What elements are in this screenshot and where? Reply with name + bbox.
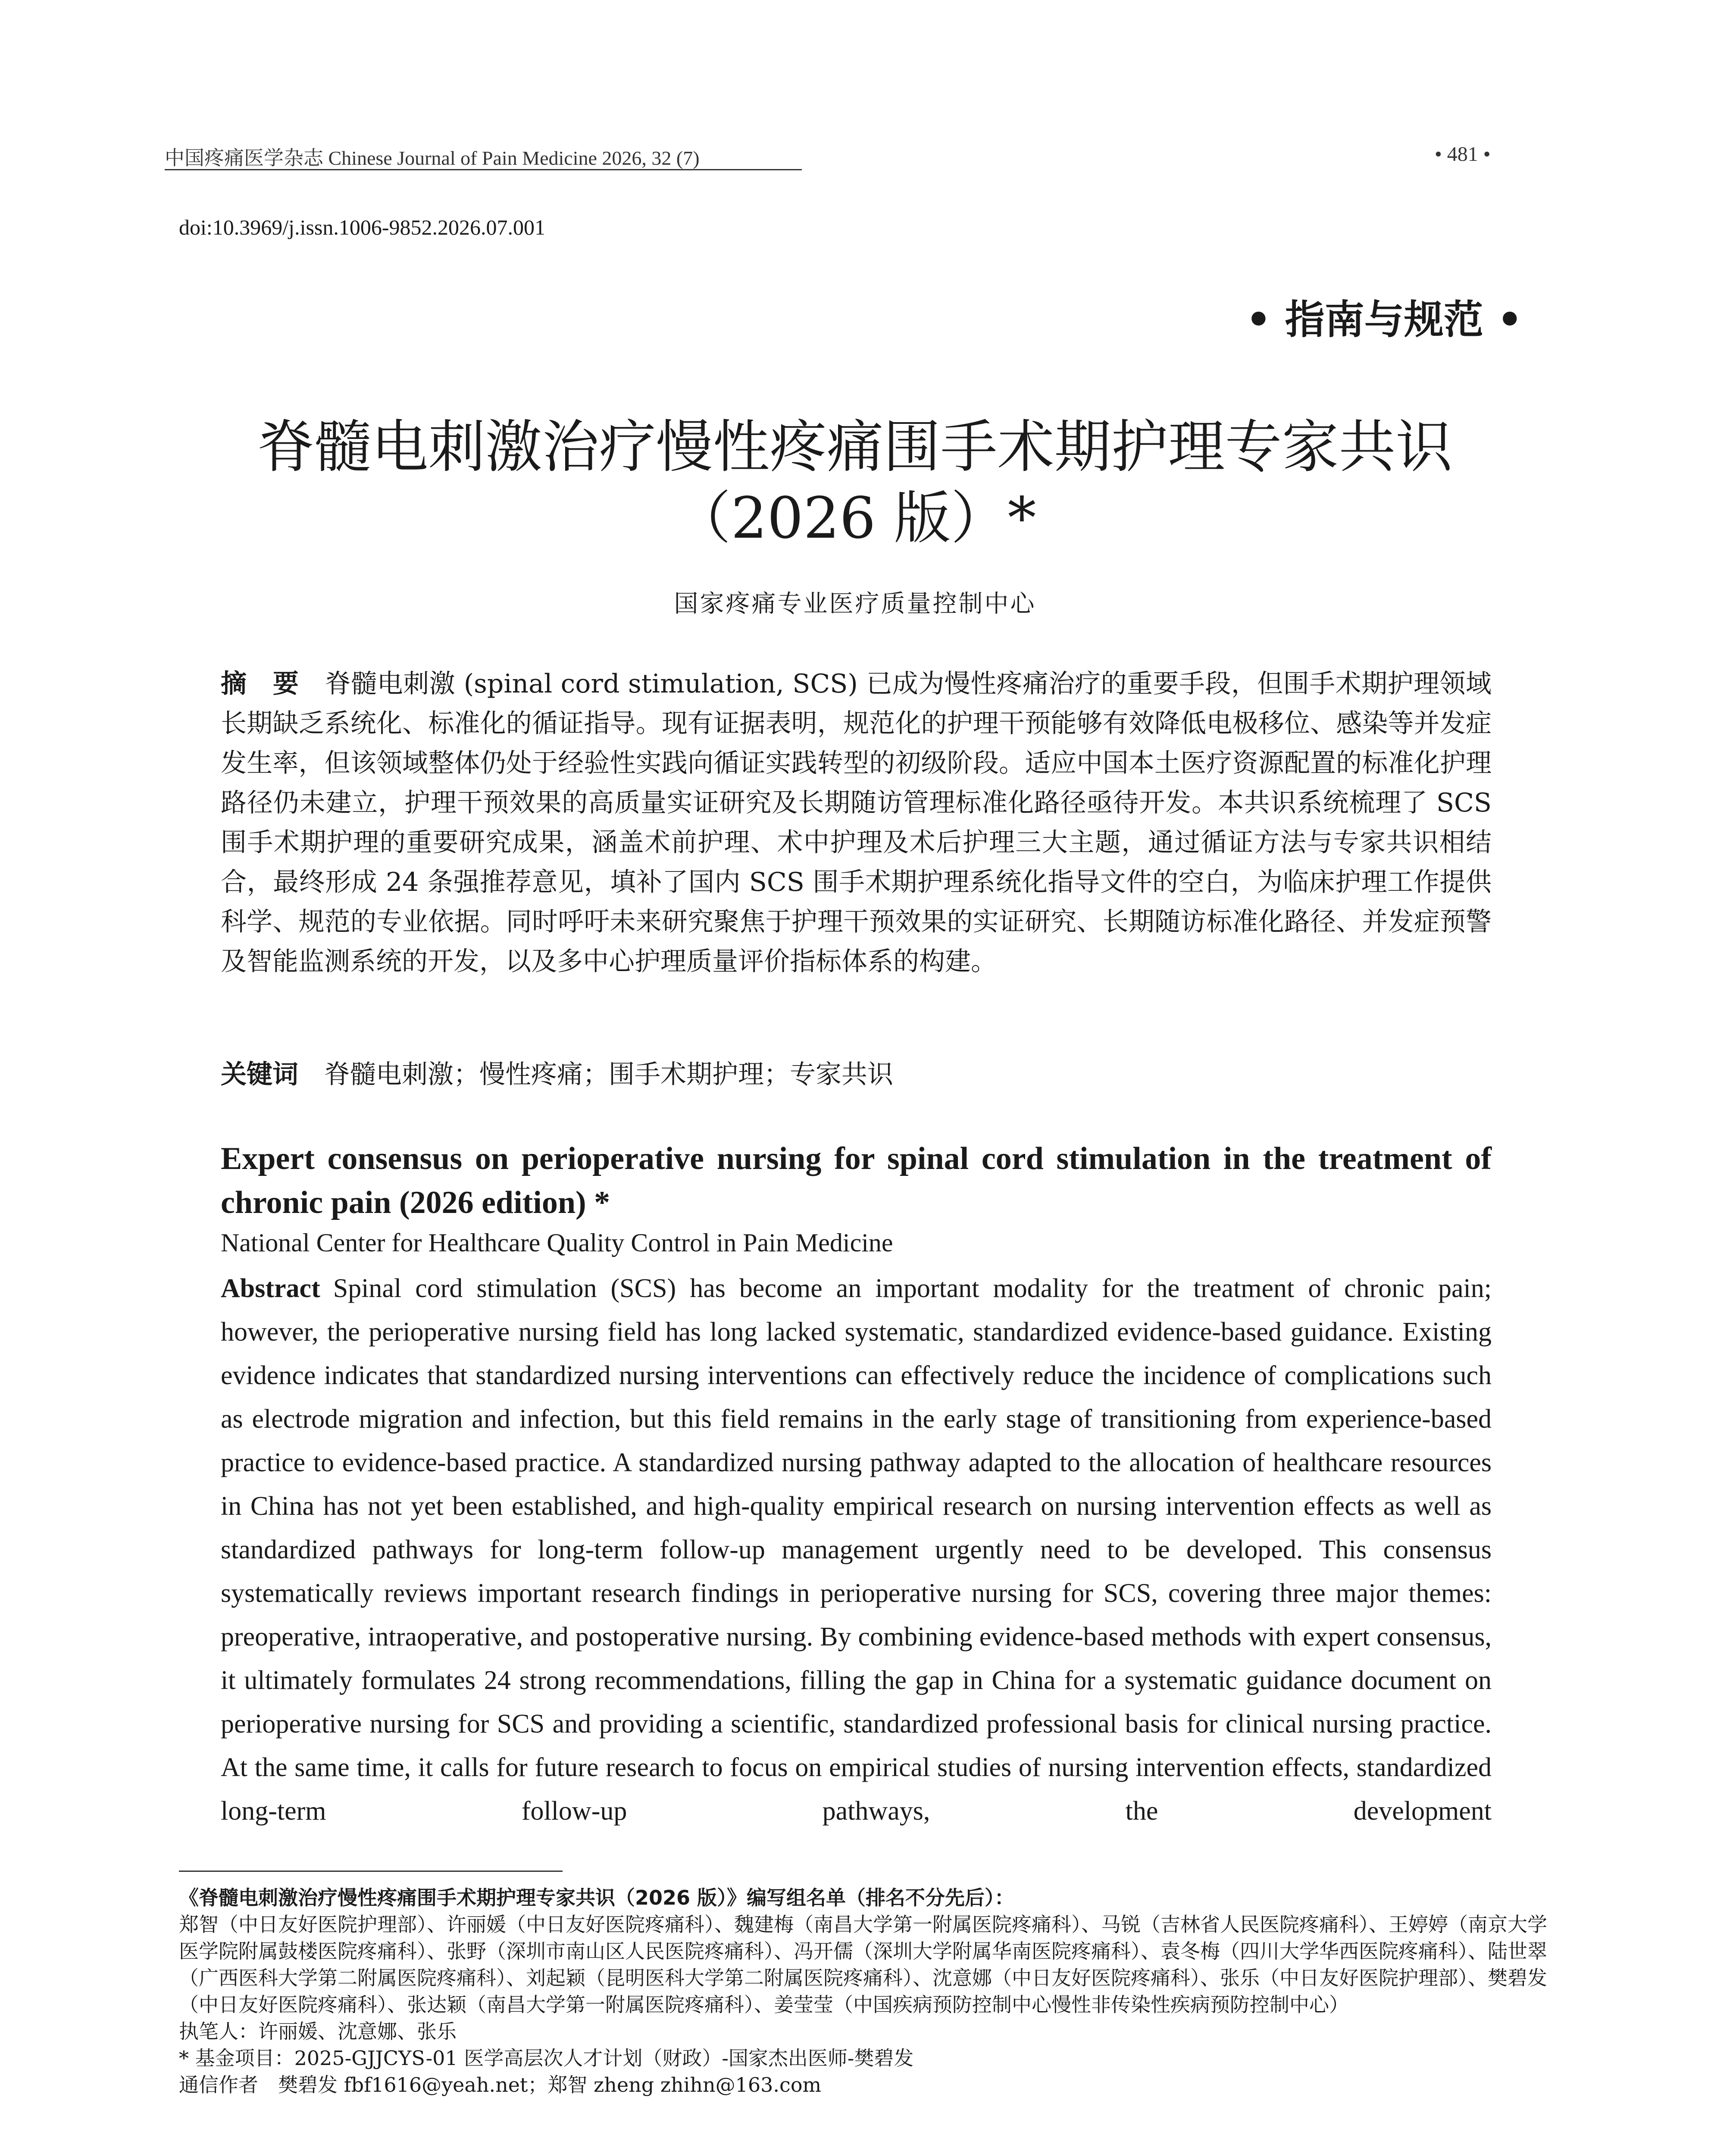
committee-members: 郑智（中日友好医院护理部）、许丽媛（中日友好医院疼痛科）、魏建梅（南昌大学第一附属医院疼痛科）、马锐（吉林省人民医院疼痛科）、王婷婷（南京大学医学院附属鼓楼医院疼痛科）、张野（深圳市南山区人民医院疼痛科）、冯开儒（深圳大学附属华南医院疼痛科）、袁冬梅（四川大学华西医院疼痛科）、陆世翠（广西医科大学第二附属医院疼痛科）、刘起颖（昆明医科大学第二附属医院疼痛科）、沈意娜（中日友好医院疼痛科）、张乐（中日友好医院护理部）、樊碧发（中日友好医院疼痛科）、张达颖（南昌大学第一附属医院疼痛科）、姜莹莹（中国疾病预防控制中心慢性非传染性疾病预防控制中心） <box>179 1913 1547 2016</box>
article-title-en: Expert consensus on perioperative nursing for spinal cord stimulation in the treatment of chronic pain (2026 edition) * <box>221 1141 1492 1220</box>
keywords-cn <box>221 1055 1492 1094</box>
abstract-en-label: Abstract <box>221 1274 320 1303</box>
footnotes <box>179 1884 1550 2098</box>
fund-note: * 基金项目：2025-GJJCYS-01 医学高层次人才计划（财政）-国家杰出医师-樊碧发 <box>179 2046 914 2070</box>
article-title-cn <box>165 412 1545 554</box>
keywords-cn-label: 关键词 <box>221 1059 298 1090</box>
author-organization-cn: 国家疼痛专业医疗质量控制中心 <box>674 590 1036 618</box>
abstract-cn-text: 脊髓电刺激 (spinal cord stimulation, SCS) 已成为慢性疼痛治疗的重要手段，但围手术期护理领域长期缺乏系统化、标准化的循证指导。现有证据表明，规范化的护理干预能够有效降低电极移位、感染等并发症发生率，但该领域整体仍处于经验性实践向循证实践转型的初级阶段。适应中国本土医疗资源配置的标准化护理路径仍未建立，护理干预效果的高质量实证研究及长期随访管理标准化路径亟待开发。本共识系统梳理了 SCS 围手术期护理的重要研究成果，涵盖术前护理、术中护理及术后护理三大主题，通过循证方法与专家共识相结合，最终形成 24 条强推荐意见，填补了国内 SCS 围手术期护理系统化指导文件的空白，为临床护理工作提供科学、规范的专业依据。同时呼吁未来研究聚焦于护理干预效果的实证研究、长期随访标准化路径、并发症预警及智能监测系统的开发，以及多中心护理质量评价指标体系的构建。 <box>221 669 1492 977</box>
abstract-en-text: Spinal cord stimulation (SCS) has become an important modality for the treatment of chronic pain; however, the perioperative nursing field has long lacked systematic, standardized evidence-based guidance. Existing evidence indicates that standardized nursing interventions can effectively reduce the incidence of complications such as electrode migration and infection, but this field remains in the early stage of transitioning from experience-based practice to evidence-based practice. A standardized nursing pathway adapted to the allocation of healthcare resources in China has not yet been established, and high-quality empirical research on nursing intervention effects as well as standardized pathways for long-term follow-up management urgently need to be developed. This consensus systematically reviews important research findings in perioperative nursing for SCS, covering three major themes: preoperative, intraoperative, and postoperative nursing. By combining evidence-based methods with expert consensus, it ultimately formulates 24 strong recommendations, filling the gap in China for a systematic guidance document on perioperative nursing for SCS and providing a scientific, standardized professional basis for clinical nursing practice. At the same time, it calls for future research to focus on empirical studies of nursing intervention effects, standardized long-term follow-up pathways, the development <box>221 1274 1492 1826</box>
abstract-en <box>221 1267 1492 1833</box>
author-organization-en: National Center for Healthcare Quality Control in Pain Medicine <box>221 1228 893 1257</box>
doi-link[interactable]: doi:10.3969/j.issn.1006-9852.2026.07.001 <box>179 215 546 239</box>
footnote-rule <box>179 1871 563 1872</box>
abstract-cn <box>221 664 1492 981</box>
keywords-cn-text: 脊髓电刺激；慢性疼痛；围手术期护理；专家共识 <box>324 1059 893 1090</box>
title-cn-line2: （2026 版）* <box>674 485 1036 552</box>
abstract-cn-label: 摘 要 <box>221 669 299 699</box>
column-tag: • 指南与规范 • <box>1246 297 1523 343</box>
committee-heading: 《脊髓电刺激治疗慢性疼痛围手术期护理专家共识（2026 版）》编写组名单（排名不分先后）： <box>179 1886 1015 1909</box>
page-number: • 481 • <box>1435 143 1491 166</box>
writers-note: 执笔人：许丽媛、沈意娜、张乐 <box>179 2020 457 2043</box>
header-rule <box>165 169 802 170</box>
running-head: 中国疼痛医学杂志 Chinese Journal of Pain Medicine 2026, 32 (7) <box>165 147 700 169</box>
title-cn-line1: 脊髓电刺激治疗慢性疼痛围手术期护理专家共识 <box>257 414 1453 480</box>
correspondence-note: 通信作者 樊碧发 fbf1616@yeah.net；郑智 zheng zhihn@163.com <box>179 2073 822 2096</box>
